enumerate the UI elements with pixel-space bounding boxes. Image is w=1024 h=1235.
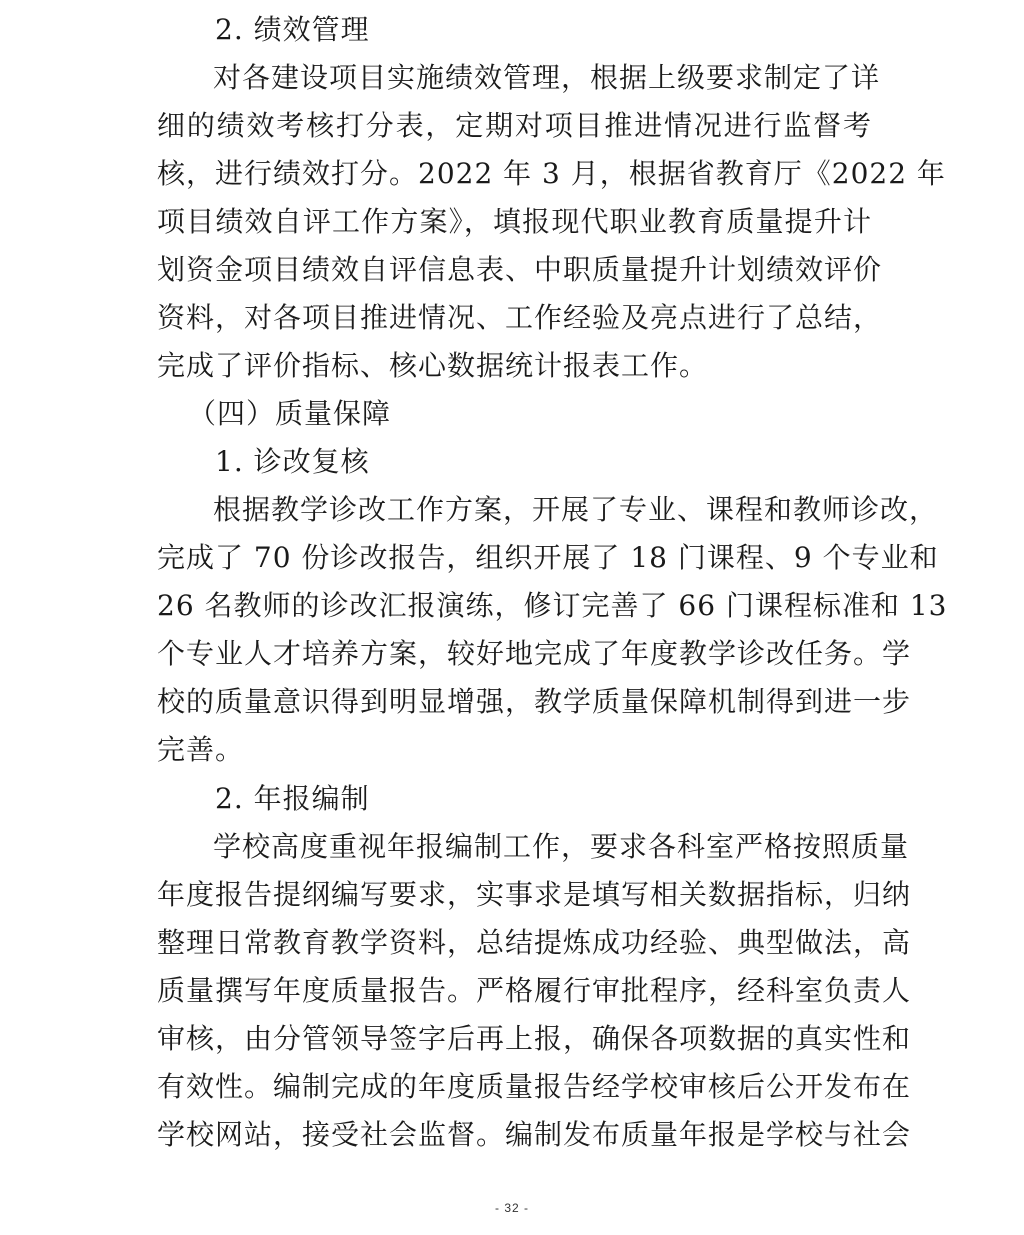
paragraph-line: 细的绩效考核打分表，定期对项目推进情况进行监督考 [157,109,872,142]
paragraph-line: 完成了评价指标、核心数据统计报表工作。 [157,349,709,382]
paragraph-line: 资料，对各项目推进情况、工作经验及亮点进行了总结， [157,301,883,334]
paragraph-line: 年度报告提纲编写要求，实事求是填写相关数据指标，归纳 [157,878,912,911]
paragraph-line: 有效性。编制完成的年度质量报告经学校审核后公开发布在 [157,1070,912,1103]
paragraph-line: 划资金项目绩效自评信息表、中职质量提升计划绩效评价 [157,253,883,286]
paragraph-line: 个专业人才培养方案，较好地完成了年度教学诊改任务。学 [157,637,912,670]
section-heading-quality-assurance: （四）质量保障 [188,397,392,430]
paragraph-line: 学校高度重视年报编制工作，要求各科室严格按照质量 [213,830,910,863]
paragraph-line: 学校网站，接受社会监督。编制发布质量年报是学校与社会 [157,1118,912,1151]
paragraph-line: 审核，由分管领导签字后再上报，确保各项数据的真实性和 [157,1022,912,1055]
paragraph-line: 校的质量意识得到明显增强，教学质量保障机制得到进一步 [157,685,912,718]
paragraph-line: 26 名教师的诊改汇报演练，修订完善了 66 门课程标准和 13 [157,589,948,622]
paragraph-line: 核，进行绩效打分。2022 年 3 月，根据省教育厅《2022 年 [157,157,946,190]
paragraph-line: 根据教学诊改工作方案，开展了专业、课程和教师诊改， [213,493,939,526]
heading-performance-management: 2. 绩效管理 [215,13,370,46]
heading-diagnosis-review: 1. 诊改复核 [215,445,370,478]
paragraph-line: 整理日常教育教学资料，总结提炼成功经验、典型做法，高 [157,926,912,959]
paragraph-line: 完善。 [157,733,245,766]
paragraph-line: 质量撰写年度质量报告。严格履行审批程序，经科室负责人 [157,974,912,1007]
paragraph-line: 完成了 70 份诊改报告，组织开展了 18 门课程、9 个专业和 [157,541,939,574]
heading-annual-report: 2. 年报编制 [215,782,370,815]
page-number: - 32 - [494,1201,529,1215]
paragraph-line: 项目绩效自评工作方案》，填报现代职业教育质量提升计 [157,205,872,238]
paragraph-line: 对各建设项目实施绩效管理，根据上级要求制定了详 [213,61,881,94]
